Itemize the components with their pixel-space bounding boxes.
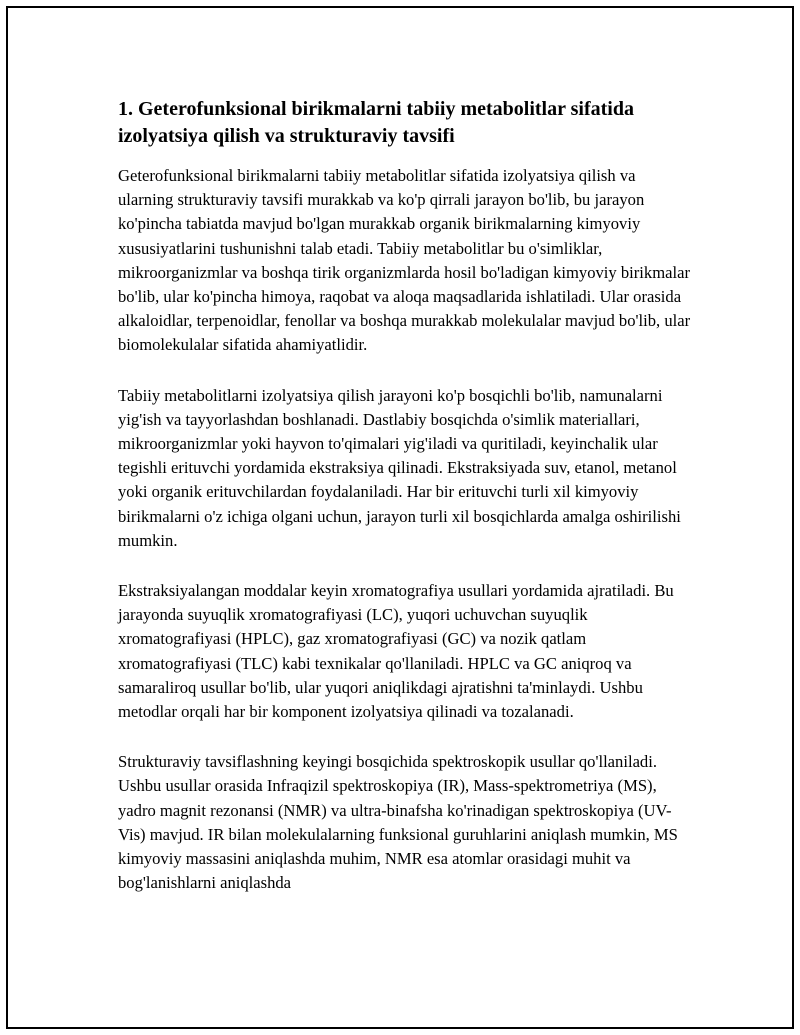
paragraph-4: Strukturaviy tavsiflashning keyingi bosqichida spektroskopik usullar qo'llaniladi. Ushbu usullar orasida Infraqizil spektroskopiya (IR), Mass-spektrometriya (MS), yadro magnit rezonansi (NMR) va ultra-binafsha ko'rinadigan spektroskopiya (UV-Vis) mavjud. IR bilan molekulalarning funksional guruhlarini aniqlash mumkin, MS kimyoviy massasini aniqlashda muhim, NMR esa atomlar orasidagi muhit va bog'lanishlarni aniqlashda — [118, 752, 678, 893]
document-content — [118, 96, 693, 921]
paragraph-1: Geterofunksional birikmalarni tabiiy metabolitlar sifatida izolyatsiya qilish va ularning strukturaviy tavsifi murakkab va ko'p qirrali jarayon bo'lib, bu jarayon ko'pincha tabiatda mavjud bo'lgan murakkab organik birikmalarning kimyoviy xususiyatlarini tushunishni talab etadi. Tabiiy metabolitlar bu o'simliklar, mikroorganizmlar va boshqa tirik organizmlarda hosil bo'ladigan kimyoviy birikmalar bo'lib, ular ko'pincha himoya, raqobat va aloqa maqsadlarida ishlatiladi. Ular orasida alkaloidlar, terpenoidlar, fenollar va boshqa murakkab molekulalar mavjud bo'lib, ular biomolekulalar sifatida ahamiyatlidir. — [118, 166, 691, 355]
paragraph-2: Tabiiy metabolitlarni izolyatsiya qilish jarayoni ko'p bosqichli bo'lib, namunalarni yig'ish va tayyorlashdan boshlanadi. Dastlabiy bosqichda o'simlik materiallari, mikroorganizmlar yoki hayvon to'qimalari yig'iladi va quritiladi, keyinchalik ular tegishli erituvchi yordamida ekstraksiya qilinadi. Ekstraksiyada suv, etanol, metanol yoki organik erituvchilardan foydalaniladi. Har bir erituvchi turli xil kimyoviy birikmalarni o'z ichiga olgani uchun, jarayon turli xil bosqichlarda amalga oshirilishi mumkin. — [118, 385, 681, 550]
paragraph-3: Ekstraksiyalangan moddalar keyin xromatografiya usullari yordamida ajratiladi. Bu jarayonda suyuqlik xromatografiyasi (LC), yuqori uchuvchan suyuqlik xromatografiyasi (HPLC), gaz xromatografiyasi (GC) va nozik qatlam xromatografiyasi (TLC) kabi texnikalar qo'llaniladi. HPLC va GC aniqroq va samaraliroq usullar bo'lib, ular yuqori aniqlikdagi ajratishni ta'minlaydi. Ushbu metodlar orqali har bir komponent izolyatsiya qilinadi va tozalanadi. — [118, 581, 674, 722]
document-page — [6, 6, 794, 1029]
section-title: 1. Geterofunksional birikmalarni tabiiy metabolitlar sifatida izolyatsiya qilish va strukturaviy tavsifi — [118, 98, 634, 147]
